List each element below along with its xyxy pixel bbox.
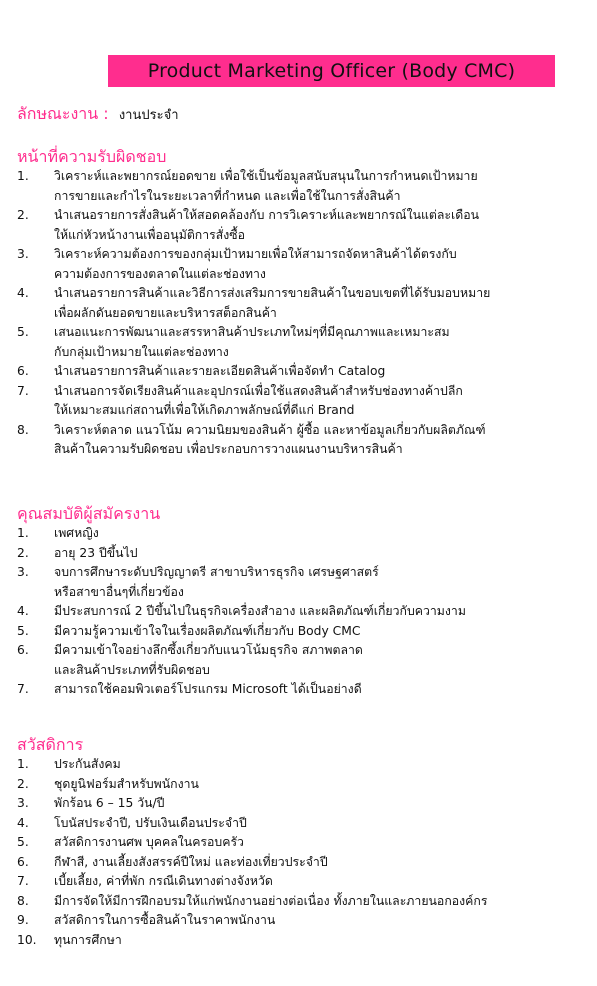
list-item bbox=[17, 931, 591, 951]
item-number: 1. bbox=[17, 526, 29, 540]
qualifications-heading: คุณสมบัติผู้สมัครงาน bbox=[17, 504, 161, 523]
item-number: 3. bbox=[17, 565, 29, 579]
item-text: วิเคราะห์และพยากรณ์ยอดขาย เพื่อใช้เป็นข้อมูลสนับสนุนในการกำหนดเป้าหมาย การขายและกำไรในระยะเวลาที่กำหนด และเพื่อใช้ในการสั่งสินค้า bbox=[54, 169, 478, 203]
item-text: วิเคราะห์ความต้องการของกลุ่มเป้าหมายเพื่อให้สามารถจัดหาสินค้าได้ตรงกับ ความต้องการของตลาดในแต่ละช่องทาง bbox=[54, 247, 457, 281]
list-item bbox=[17, 421, 591, 460]
item-number: 9. bbox=[17, 913, 29, 927]
item-text: นำเสนอการจัดเรียงสินค้าและอุปกรณ์เพื่อใช้แสดงสินค้าสำหรับช่องทางค้าปลีก ให้เหมาะสมแก่สถานที่เพื่อให้เกิดภาพลักษณ์ที่ดีแก่ Brand bbox=[54, 383, 463, 417]
item-number: 6. bbox=[17, 854, 29, 869]
list-item bbox=[17, 362, 591, 382]
benefits-heading: สวัสดิการ bbox=[17, 735, 84, 754]
job-title-banner bbox=[108, 55, 555, 87]
item-text: ประกันสังคม bbox=[54, 757, 121, 771]
item-number: 7. bbox=[17, 383, 29, 398]
list-item bbox=[17, 167, 591, 206]
item-number: 4. bbox=[17, 815, 29, 830]
item-text: นำเสนอรายการสั่งสินค้าให้สอดคล้องกับ การวิเคราะห์และพยากรณ์ในแต่ละเดือน ให้แก่หัวหน้างานเพื่ออนุมัติการสั่งซื้อ bbox=[54, 208, 480, 242]
list-item bbox=[17, 323, 591, 362]
list-item bbox=[17, 602, 591, 622]
item-text: มีการจัดให้มีการฝึกอบรมให้แก่พนักงานอย่างต่อเนื่อง ทั้งภายในและภายนอกองค์กร bbox=[54, 893, 488, 908]
list-item bbox=[17, 206, 591, 245]
item-number: 6. bbox=[17, 643, 29, 657]
item-text: ชุดยูนิฟอร์มสำหรับพนักงาน bbox=[54, 776, 199, 791]
item-number: 5. bbox=[17, 623, 29, 638]
item-number: 5. bbox=[17, 325, 29, 339]
item-text: อายุ 23 ปีขึ้นไป bbox=[54, 545, 138, 560]
item-text: วิเคราะห์ตลาด แนวโน้ม ความนิยมของสินค้า ผู้ซื้อ และหาข้อมูลเกี่ยวกับผลิตภัณฑ์ สินค้าในความรับผิดชอบ เพื่อประกอบการวางแผนงานบริหารสินค้า bbox=[54, 422, 486, 456]
item-number: 3. bbox=[17, 247, 29, 261]
list-item bbox=[17, 853, 591, 873]
job-type-value: งานประจำ bbox=[118, 108, 179, 123]
item-number: 7. bbox=[17, 682, 29, 696]
list-item bbox=[17, 524, 591, 544]
item-text: สามารถใช้คอมพิวเตอร์โปรแกรม Microsoft ได้เป็นอย่างดี bbox=[54, 682, 362, 696]
item-number: 2. bbox=[17, 545, 29, 560]
item-text: นำเสนอรายการสินค้าและรายละเอียดสินค้าเพื่อจัดทำ Catalog bbox=[54, 364, 386, 378]
list-item bbox=[17, 544, 591, 564]
item-number: 2. bbox=[17, 776, 29, 791]
item-text: เบี้ยเลี้ยง, ค่าที่พัก กรณีเดินทางต่างจังหวัด bbox=[54, 874, 273, 888]
item-text: นำเสนอรายการสินค้าและวิธีการส่งเสริมการขายสินค้าในขอบเขตที่ได้รับมอบหมาย เพื่อผลักดันยอดขายและบริหารสต็อกสินค้า bbox=[54, 286, 491, 320]
item-number: 5. bbox=[17, 835, 29, 849]
job-type-row bbox=[17, 102, 179, 127]
job-title: Product Marketing Officer (Body CMC) bbox=[147, 60, 516, 82]
item-number: 2. bbox=[17, 208, 29, 222]
item-text: จบการศึกษาระดับปริญญาตรี สาขาบริหารธุรกิจ เศรษฐศาสตร์ หรือสาขาอื่นๆที่เกี่ยวข้อง bbox=[54, 565, 379, 599]
job-type-label: ลักษณะงาน : bbox=[17, 104, 109, 123]
list-item bbox=[17, 641, 591, 680]
item-text: เสนอแนะการพัฒนาและสรรหาสินค้าประเภทใหม่ๆที่มีคุณภาพและเหมาะสม กับกลุ่มเป้าหมายในแต่ละช่องทาง bbox=[54, 325, 450, 359]
item-number: 8. bbox=[17, 893, 29, 908]
item-text: ทุนการศึกษา bbox=[54, 932, 122, 947]
list-item bbox=[17, 872, 591, 892]
item-number: 6. bbox=[17, 364, 29, 378]
item-text: มีประสบการณ์ 2 ปีขึ้นไปในธุรกิจเครื่องสำอาง และผลิตภัณฑ์เกี่ยวกับความงาม bbox=[54, 604, 466, 618]
item-number: 1. bbox=[17, 757, 29, 771]
item-number: 8. bbox=[17, 422, 29, 437]
list-item bbox=[17, 755, 591, 775]
item-number: 1. bbox=[17, 169, 29, 183]
item-number: 4. bbox=[17, 286, 29, 300]
item-text: พักร้อน 6 – 15 วัน/ปี bbox=[54, 796, 165, 810]
benefits-list bbox=[17, 755, 591, 950]
item-number: 10. bbox=[17, 932, 37, 947]
list-item bbox=[17, 794, 591, 814]
qualifications-list bbox=[17, 524, 591, 700]
item-number: 7. bbox=[17, 874, 29, 888]
list-item bbox=[17, 833, 591, 853]
item-text: มีความรู้ความเข้าใจในเรื่องผลิตภัณฑ์เกี่ยวกับ Body CMC bbox=[54, 623, 361, 638]
list-item bbox=[17, 814, 591, 834]
list-item bbox=[17, 284, 591, 323]
list-item bbox=[17, 911, 591, 931]
item-number: 4. bbox=[17, 604, 29, 618]
list-item bbox=[17, 775, 591, 795]
list-item bbox=[17, 563, 591, 602]
item-text: เพศหญิง bbox=[54, 526, 99, 540]
responsibilities-list bbox=[17, 167, 591, 460]
item-text: โบนัสประจำปี, ปรับเงินเดือนประจำปี bbox=[54, 815, 247, 830]
list-item bbox=[17, 680, 591, 700]
item-text: สวัสดิการงานศพ บุคคลในครอบครัว bbox=[54, 835, 244, 849]
list-item bbox=[17, 892, 591, 912]
list-item bbox=[17, 382, 591, 421]
item-number: 3. bbox=[17, 796, 29, 810]
list-item bbox=[17, 245, 591, 284]
list-item bbox=[17, 622, 591, 642]
item-text: มีความเข้าใจอย่างลึกซึ้งเกี่ยวกับแนวโน้มธุรกิจ สภาพตลาด และสินค้าประเภทที่รับผิดชอบ bbox=[54, 643, 363, 677]
item-text: สวัสดิการในการซื้อสินค้าในราคาพนักงาน bbox=[54, 913, 276, 927]
item-text: กีฬาสี, งานเลี้ยงสังสรรค์ปีใหม่ และท่องเที่ยวประจำปี bbox=[54, 854, 328, 869]
responsibilities-heading: หน้าที่ความรับผิดชอบ bbox=[17, 147, 167, 166]
